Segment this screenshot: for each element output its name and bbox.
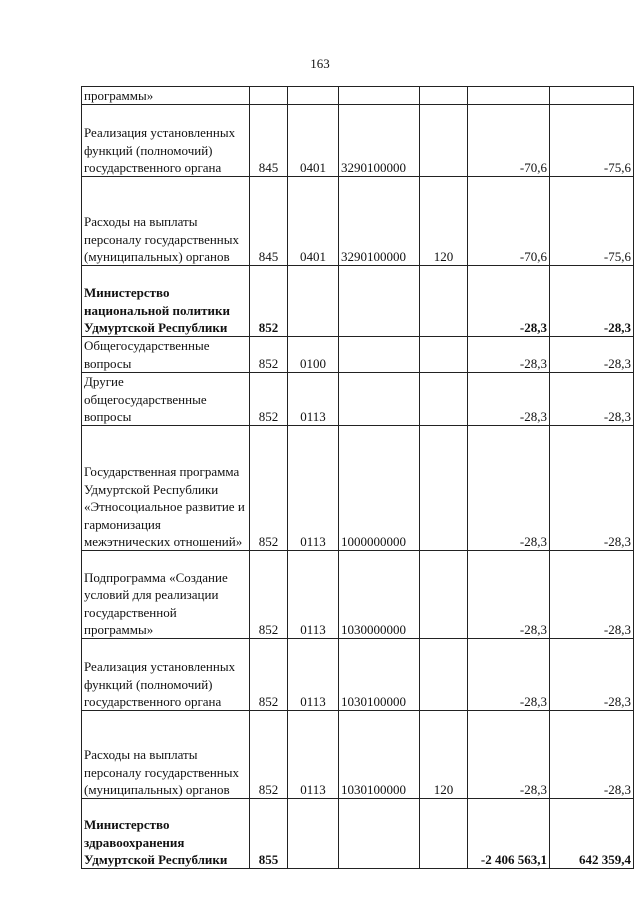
amount-2-cell: -28,3 [550,639,634,711]
amount-2-cell: 642 359,4 [550,799,634,869]
section-code-cell: 0113 [288,639,339,711]
target-code-cell [339,266,420,337]
ministry-code-cell: 845 [250,105,288,177]
page-number: 163 [310,56,330,71]
target-code-cell: 1030100000 [339,639,420,711]
table-body [82,87,634,869]
amount-1-cell: -70,6 [468,177,550,266]
table-row [82,711,634,799]
target-code-cell: 3290100000 [339,105,420,177]
section-code-cell: 0113 [288,711,339,799]
expense-type-cell: 120 [420,177,468,266]
target-code-cell [339,87,420,105]
amount-1-cell: -2 406 563,1 [468,799,550,869]
target-code-cell [339,337,420,373]
amount-1-cell: -28,3 [468,373,550,426]
row-name-cell: Государственная программа Удмуртской Республики «Этносоциальное развитие и гармонизация межэтнических отношений» [82,426,250,551]
amount-1-cell: -28,3 [468,639,550,711]
ministry-code-cell: 855 [250,799,288,869]
row-name-cell: Министерство национальной политики Удмуртской Республики [82,266,250,337]
ministry-code-cell: 852 [250,551,288,639]
budget-table [81,86,634,869]
section-code-cell [288,266,339,337]
ministry-code-cell: 852 [250,711,288,799]
amount-2-cell: -75,6 [550,105,634,177]
table-row [82,105,634,177]
expense-type-cell [420,373,468,426]
section-code-cell [288,87,339,105]
ministry-code-cell: 852 [250,266,288,337]
table-row [82,799,634,869]
table-row [82,551,634,639]
table-row [82,426,634,551]
section-code-cell: 0113 [288,551,339,639]
row-name-cell: Расходы на выплаты персоналу государственных (муниципальных) органов [82,711,250,799]
amount-2-cell: -28,3 [550,266,634,337]
amount-1-cell: -70,6 [468,105,550,177]
section-code-cell: 0401 [288,177,339,266]
amount-2-cell: -28,3 [550,426,634,551]
ministry-code-cell: 845 [250,177,288,266]
amount-2-cell: -28,3 [550,711,634,799]
row-name-cell: Другие общегосударственные вопросы [82,373,250,426]
ministry-code-cell: 852 [250,426,288,551]
target-code-cell [339,799,420,869]
section-code-cell: 0113 [288,426,339,551]
expense-type-cell [420,87,468,105]
table-row [82,87,634,105]
expense-type-cell [420,799,468,869]
table-row [82,177,634,266]
ministry-code-cell: 852 [250,639,288,711]
table-row [82,266,634,337]
expense-type-cell [420,639,468,711]
row-name-cell: Расходы на выплаты персоналу государственных (муниципальных) органов [82,177,250,266]
row-name-cell: программы» [82,87,250,105]
amount-1-cell: -28,3 [468,337,550,373]
ministry-code-cell: 852 [250,373,288,426]
amount-1-cell [468,87,550,105]
row-name-cell: Общегосударственные вопросы [82,337,250,373]
target-code-cell: 1030100000 [339,711,420,799]
row-name-cell: Министерство здравоохранения Удмуртской Республики [82,799,250,869]
target-code-cell: 3290100000 [339,177,420,266]
amount-2-cell: -28,3 [550,373,634,426]
amount-1-cell: -28,3 [468,266,550,337]
target-code-cell: 1030000000 [339,551,420,639]
table-row [82,639,634,711]
amount-2-cell: -28,3 [550,551,634,639]
ministry-code-cell: 852 [250,337,288,373]
section-code-cell: 0113 [288,373,339,426]
expense-type-cell: 120 [420,711,468,799]
amount-2-cell [550,87,634,105]
section-code-cell: 0100 [288,337,339,373]
expense-type-cell [420,105,468,177]
expense-type-cell [420,426,468,551]
ministry-code-cell [250,87,288,105]
table-row [82,337,634,373]
amount-2-cell: -28,3 [550,337,634,373]
target-code-cell: 1000000000 [339,426,420,551]
amount-2-cell: -75,6 [550,177,634,266]
row-name-cell: Подпрограмма «Создание условий для реализации государственной программы» [82,551,250,639]
expense-type-cell [420,551,468,639]
amount-1-cell: -28,3 [468,551,550,639]
table-row [82,373,634,426]
expense-type-cell [420,266,468,337]
row-name-cell: Реализация установленных функций (полномочий) государственного органа [82,639,250,711]
amount-1-cell: -28,3 [468,426,550,551]
section-code-cell [288,799,339,869]
row-name-cell: Реализация установленных функций (полномочий) государственного органа [82,105,250,177]
target-code-cell [339,373,420,426]
section-code-cell: 0401 [288,105,339,177]
amount-1-cell: -28,3 [468,711,550,799]
expense-type-cell [420,337,468,373]
